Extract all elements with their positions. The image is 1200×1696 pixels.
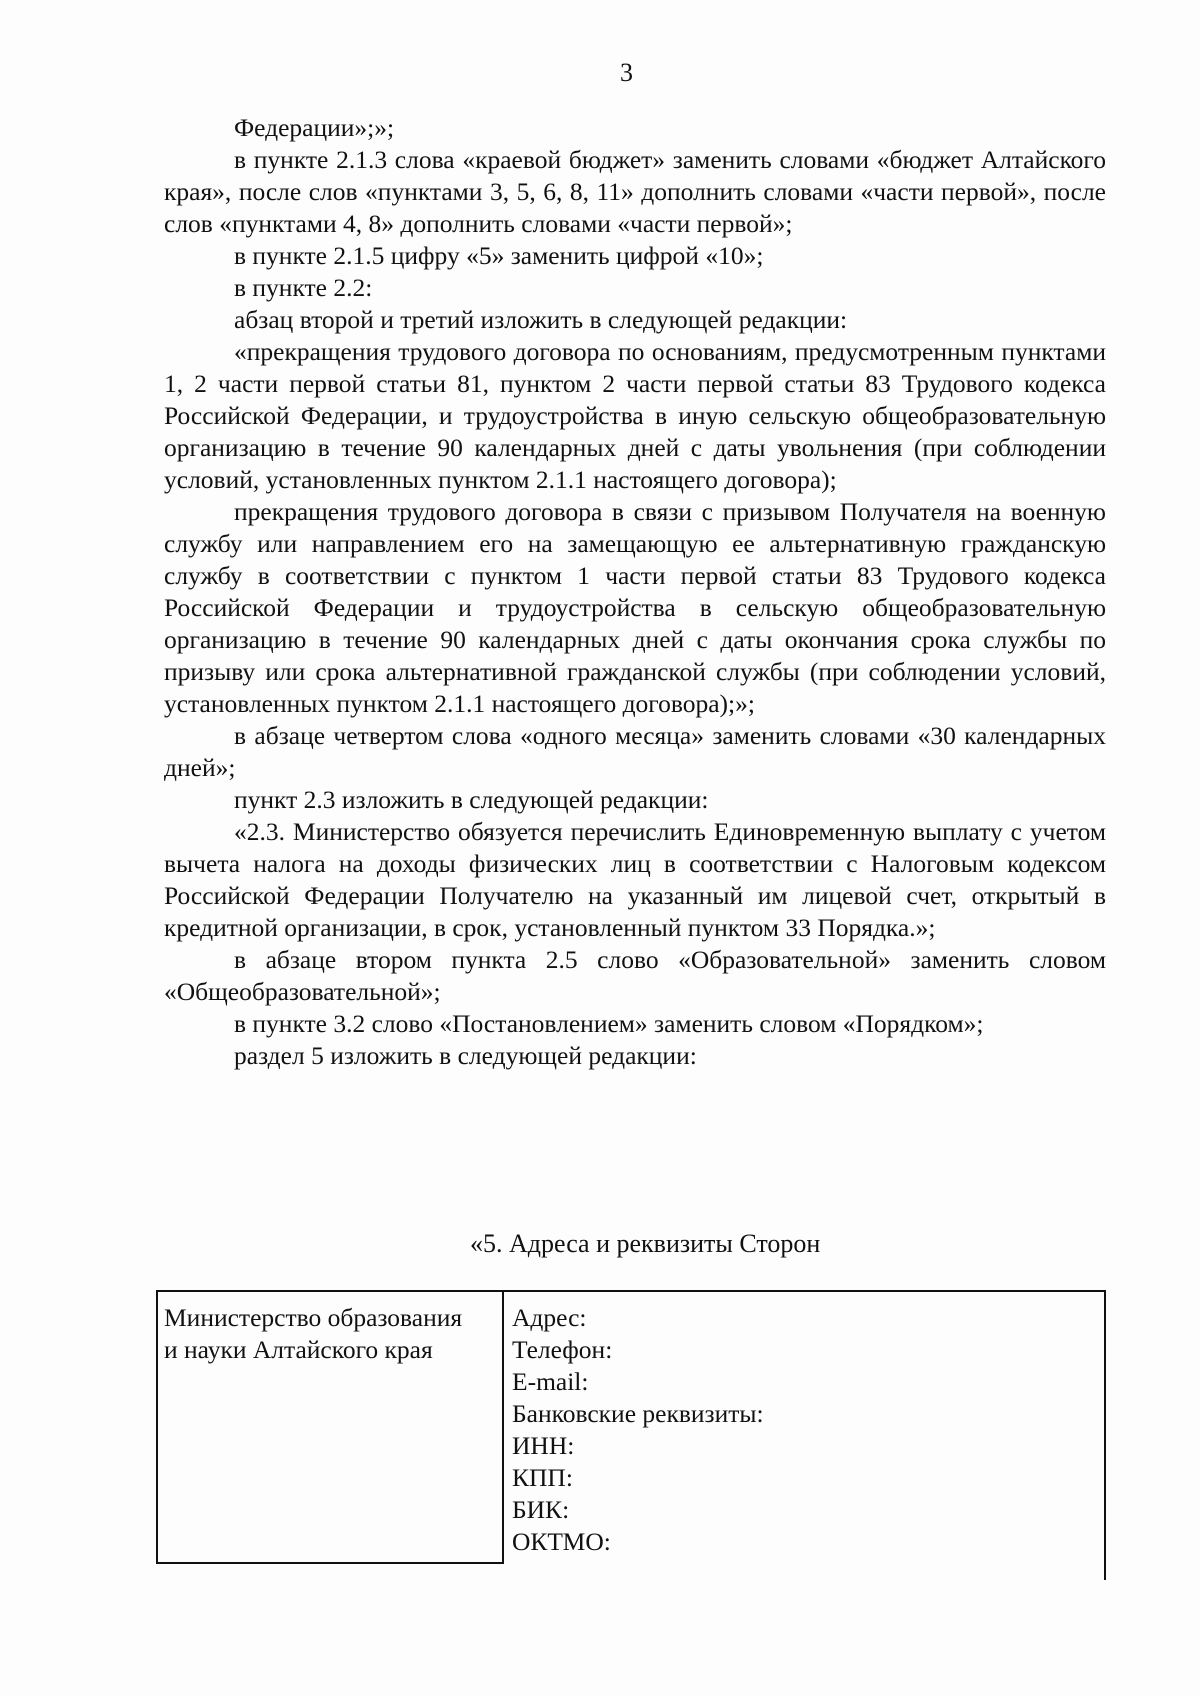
paragraph: Федерации»;»; bbox=[234, 113, 395, 142]
oktmo-field: ОКТМО: bbox=[512, 1527, 611, 1556]
paragraph: в абзаце четвертом слова «одного месяца» заменить словами «30 календарных дней»; bbox=[164, 721, 1106, 782]
document-body bbox=[164, 112, 1106, 1072]
party-name-line-1: Министерство образования bbox=[164, 1303, 463, 1332]
requisites-cell bbox=[512, 1302, 1092, 1558]
bank-details-field: Банковские реквизиты: bbox=[512, 1399, 764, 1428]
email-field: E-mail: bbox=[512, 1367, 589, 1396]
phone-field: Телефон: bbox=[512, 1335, 613, 1364]
paragraph: раздел 5 изложить в следующей редакции: bbox=[234, 1041, 697, 1070]
paragraph: пункт 2.3 изложить в следующей редакции: bbox=[234, 785, 709, 814]
party-name-line-2: и науки Алтайского края bbox=[164, 1335, 433, 1364]
party-cell bbox=[156, 1290, 504, 1564]
inn-field: ИНН: bbox=[512, 1431, 575, 1460]
kpp-field: КПП: bbox=[512, 1463, 573, 1492]
paragraph: в пункте 2.1.3 слова «краевой бюджет» заменить словами «бюджет Алтайского края», после слов «пунктами 3, 5, 6, 8, 11» дополнить словами «части первой», после слов «пунктами 4, 8» дополнить словами «части первой»; bbox=[164, 145, 1106, 238]
bik-field: БИК: bbox=[512, 1495, 570, 1524]
paragraph: в абзаце втором пункта 2.5 слово «Образовательной» заменить словом «Общеобразовательной»; bbox=[164, 945, 1106, 1006]
paragraph: в пункте 2.2: bbox=[234, 273, 373, 302]
requisites-table bbox=[156, 1290, 1106, 1566]
page-number: 3 bbox=[620, 58, 633, 87]
section-title: «5. Адреса и реквизиты Сторон bbox=[470, 1229, 821, 1258]
paragraph: в пункте 3.2 слово «Постановлением» заменить словом «Порядком»; bbox=[234, 1009, 984, 1038]
paragraph: прекращения трудового договора в связи с призывом Получателя на военную службу или направлением его на замещающую ее альтернативную гражданскую службу в соответствии с пунктом 1 части первой статьи 83 Трудового кодекса Российской Федерации и трудоустройства в сельскую общеобразовательную организацию в течение 90 календарных дней с даты окончания срока службы по призыву или срока альтернативной гражданской службы (при соблюдении условий, установленных пунктом 2.1.1 настоящего договора);»; bbox=[164, 497, 1106, 718]
paragraph: «прекращения трудового договора по основаниям, предусмотренным пунктами 1, 2 части первой статьи 81, пунктом 2 части первой статьи 83 Трудового кодекса Российской Федерации, и трудоустройства в иную сельскую общеобразовательную организацию в течение 90 календарных дней с даты увольнения (при соблюдении условий, установленных пунктом 2.1.1 настоящего договора); bbox=[164, 337, 1106, 494]
paragraph: в пункте 2.1.5 цифру «5» заменить цифрой «10»; bbox=[234, 241, 764, 270]
address-field: Адрес: bbox=[512, 1303, 587, 1332]
table-right-border bbox=[1104, 1290, 1106, 1580]
paragraph: абзац второй и третий изложить в следующей редакции: bbox=[234, 305, 848, 334]
paragraph: «2.3. Министерство обязуется перечислить Единовременную выплату с учетом вычета налога на доходы физических лиц в соответствии с Налоговым кодексом Российской Федерации Получателю на указанный им лицевой счет, открытый в кредитной организации, в срок, установленный пунктом 33 Порядка.»; bbox=[164, 817, 1106, 942]
